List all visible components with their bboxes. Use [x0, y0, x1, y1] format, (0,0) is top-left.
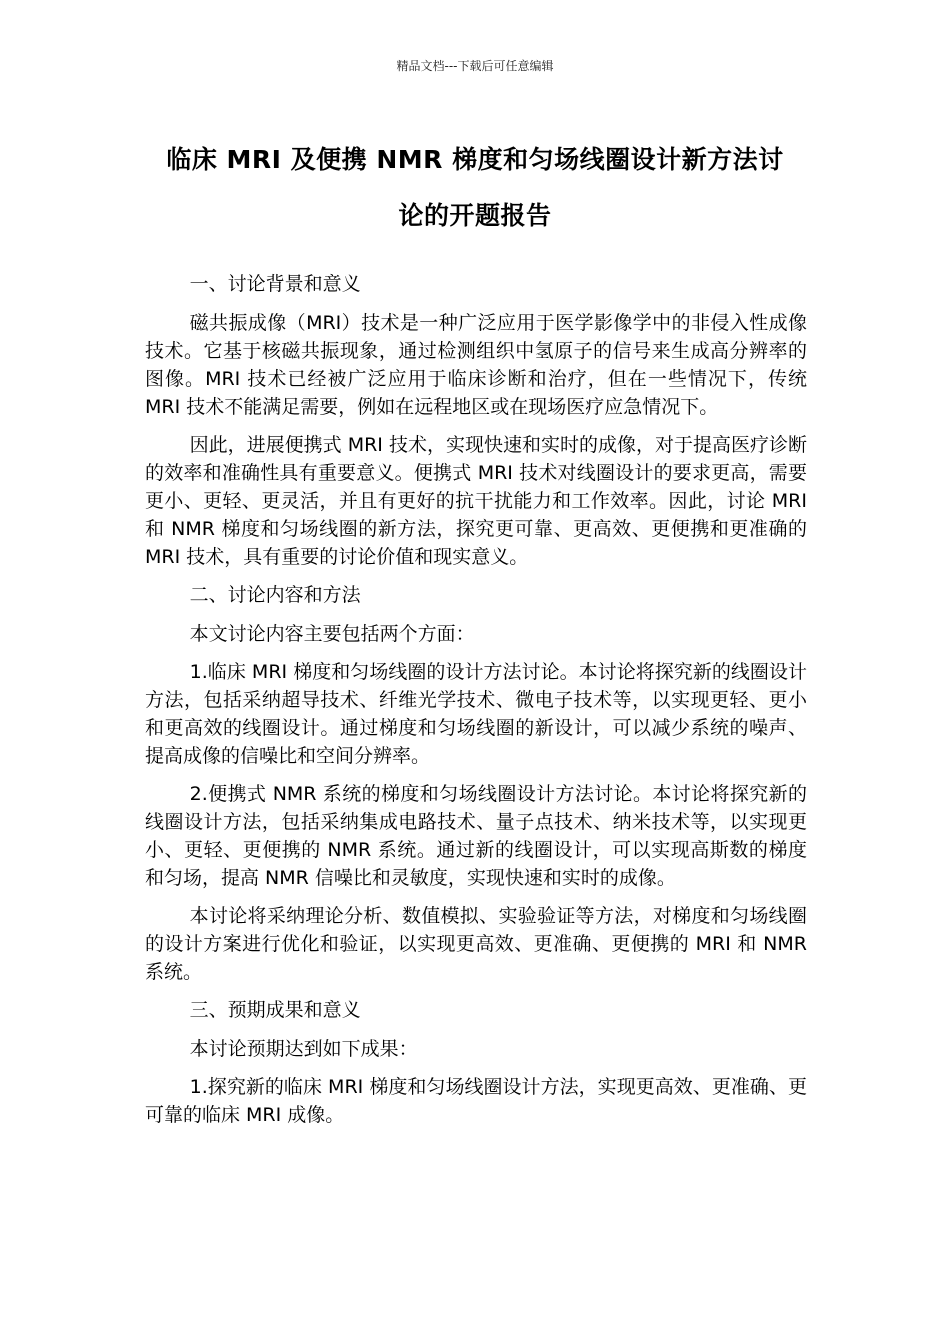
- title-line-2: 论的开题报告: [398, 201, 552, 230]
- section-1-heading: 一、讨论背景和意义: [189, 273, 361, 295]
- section-3-intro: 本讨论预期达到如下成果：: [189, 1038, 418, 1060]
- section-2-intro: 本文讨论内容主要包括两个方面：: [189, 623, 475, 645]
- section-3-heading: 三、预期成果和意义: [189, 999, 361, 1021]
- section-1-paragraph-2: 因此，进展便携式 MRI 技术，实现快速和实时的成像，对于提高医疗诊断的效率和准确性具有重要意义。便携式 MRI 技术对线圈设计的要求更高，需要更小、更轻、更灵活，并且有更好的抗干扰能力和工作效率。因此，讨论 MRI 和 NMR 梯度和匀场线圈的新方法，探究更可靠、更高效、更便携和更准确的 MRI 技术，具有重要的讨论价值和现实意义。: [145, 434, 807, 568]
- section-2-heading: 二、讨论内容和方法: [189, 584, 361, 606]
- title-line-1: 临床 MRI 及便携 NMR 梯度和匀场线圈设计新方法讨: [166, 145, 784, 174]
- section-2-item-1: 1.临床 MRI 梯度和匀场线圈的设计方法讨论。本讨论将探究新的线圈设计方法，包括采纳超导技术、纤维光学技术、微电子技术等，以实现更轻、更小和更高效的线圈设计。通过梯度和匀场线圈的新设计，可以减少系统的噪声、提高成像的信噪比和空间分辨率。: [145, 661, 807, 767]
- page-header: 精品文档---下载后可任意编辑: [396, 59, 554, 73]
- section-2-method: 本讨论将采纳理论分析、数值模拟、实验验证等方法，对梯度和匀场线圈的设计方案进行优化和验证，以实现更高效、更准确、更便携的 MRI 和 NMR 系统。: [145, 905, 807, 983]
- section-3-item-1: 1.探究新的临床 MRI 梯度和匀场线圈设计方法，实现更高效、更准确、更可靠的临床 MRI 成像。: [145, 1076, 807, 1126]
- document-title: [120, 132, 830, 244]
- document-body: [145, 270, 807, 1139]
- section-1-paragraph-1: 磁共振成像（MRI）技术是一种广泛应用于医学影像学中的非侵入性成像技术。它基于核磁共振现象，通过检测组织中氢原子的信号来生成高分辨率的图像。MRI 技术已经被广泛应用于临床诊断和治疗，但在一些情况下，传统 MRI 技术不能满足需要，例如在远程地区或在现场医疗应急情况下。: [145, 312, 807, 418]
- section-2-item-2: 2.便携式 NMR 系统的梯度和匀场线圈设计方法讨论。本讨论将探究新的线圈设计方法，包括采纳集成电路技术、量子点技术、纳米技术等，以实现更小、更轻、更便携的 NMR 系统。通过新的线圈设计，可以实现高斯数的梯度和匀场，提高 NMR 信噪比和灵敏度，实现快速和实时的成像。: [145, 783, 807, 889]
